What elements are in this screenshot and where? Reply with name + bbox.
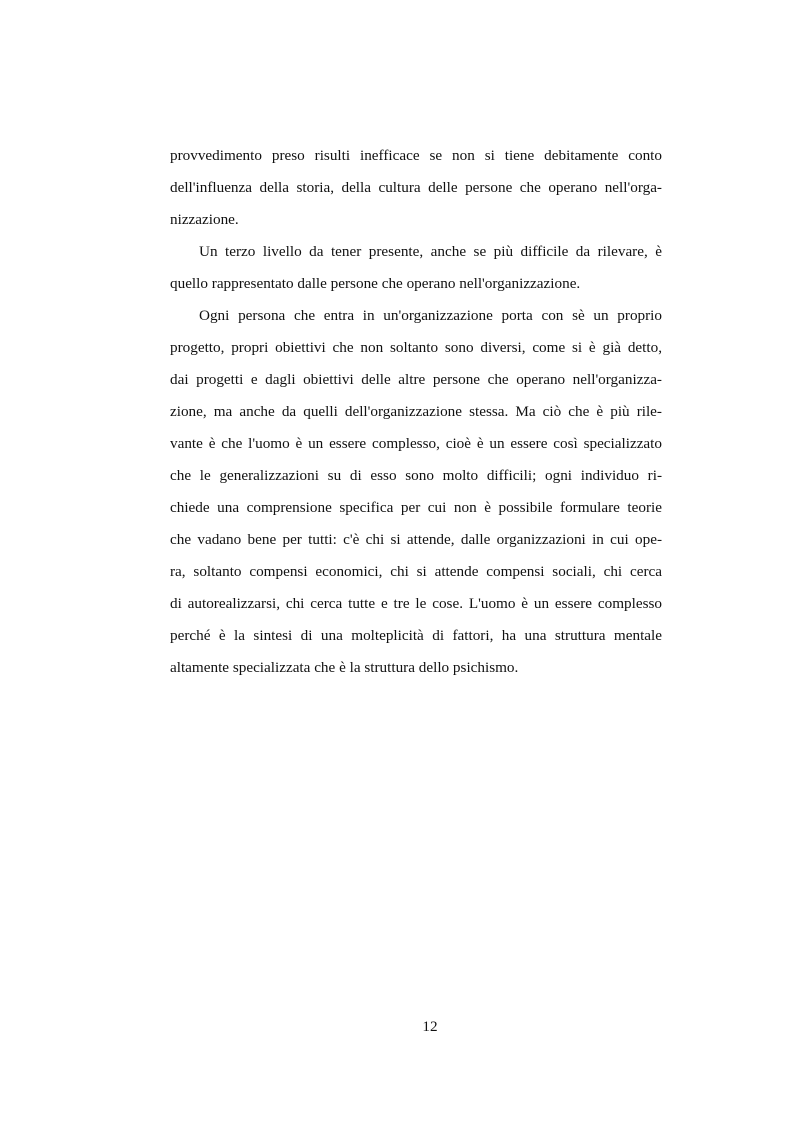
paragraph-3-line-4: zione, ma anche da quelli dell'organizzazione stessa. Ma ciò che è più rile-: [170, 403, 662, 420]
paragraph-3-line-2: progetto, propri obiettivi che non soltanto sono diversi, come si è già detto,: [170, 339, 662, 356]
paragraph-3-line-3: dai progetti e dagli obiettivi delle altre persone che operano nell'organizza-: [170, 371, 662, 388]
paragraph-3-line-10: di autorealizzarsi, chi cerca tutte e tre le cose. L'uomo è un essere complesso: [170, 595, 662, 612]
paragraph-3-line-1: Ogni persona che entra in un'organizzazione porta con sè un proprio: [199, 307, 662, 324]
paragraph-3-line-11: perché è la sintesi di una molteplicità di fattori, ha una struttura mentale: [170, 627, 662, 644]
page-number: 12: [422, 1018, 438, 1035]
paragraph-3-line-6: che le generalizzazioni su di esso sono molto difficili; ogni individuo ri-: [170, 467, 662, 484]
paragraph-3-line-12: altamente specializzata che è la struttura dello psichismo.: [170, 659, 519, 676]
paragraph-2-line-1: Un terzo livello da tener presente, anche se più difficile da rilevare, è: [199, 243, 662, 260]
paragraph-1-line-1: provvedimento preso risulti inefficace se non si tiene debitamente conto: [170, 147, 662, 164]
body-text: [170, 140, 662, 684]
paragraph-1-line-3: nizzazione.: [170, 211, 239, 228]
paragraph-1-line-2: dell'influenza della storia, della cultura delle persone che operano nell'orga-: [170, 179, 662, 196]
paragraph-3-line-5: vante è che l'uomo è un essere complesso, cioè è un essere così specializzato: [170, 435, 662, 452]
paragraph-3-line-8: che vadano bene per tutti: c'è chi si attende, dalle organizzazioni in cui ope-: [170, 531, 662, 548]
paragraph-3-line-9: ra, soltanto compensi economici, chi si attende compensi sociali, chi cerca: [170, 563, 662, 580]
paragraph-3-line-7: chiede una comprensione specifica per cui non è possibile formulare teorie: [170, 499, 662, 516]
paragraph-2-line-2: quello rappresentato dalle persone che operano nell'organizzazione.: [170, 275, 581, 292]
